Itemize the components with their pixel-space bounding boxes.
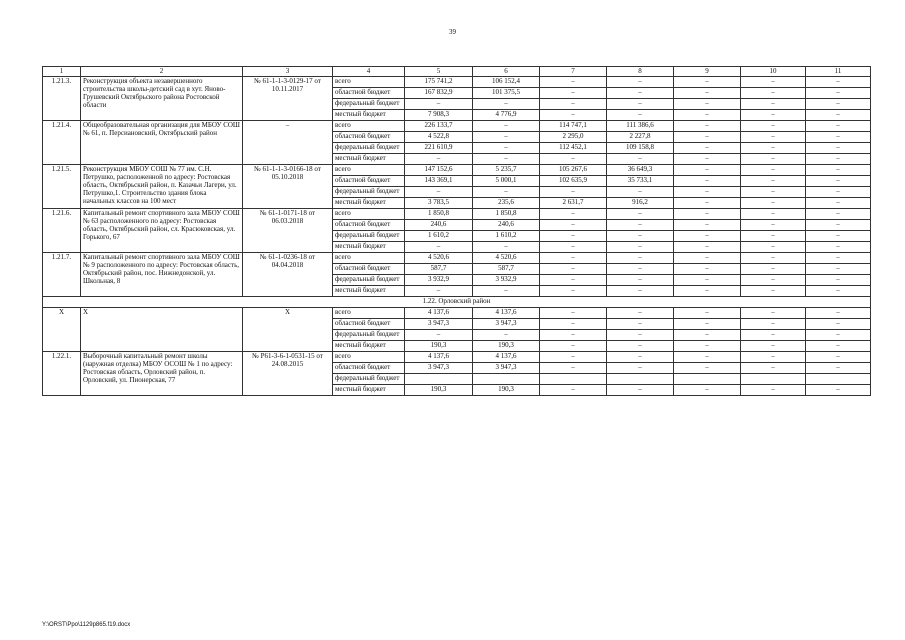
funding-source: федеральный бюджет — [333, 231, 405, 242]
amount-cell: – — [741, 132, 806, 143]
funding-source: областной бюджет — [333, 176, 405, 187]
amount-cell: – — [806, 231, 871, 242]
expertise-reference: – — [243, 121, 333, 165]
amount-cell: – — [607, 385, 674, 396]
amount-cell: – — [674, 352, 741, 363]
item-number: 1.21.6. — [43, 209, 81, 253]
amount-cell: – — [607, 231, 674, 242]
amount-cell: – — [806, 88, 871, 99]
amount-cell: – — [540, 209, 607, 220]
funding-source: федеральный бюджет — [333, 330, 405, 341]
funding-source: федеральный бюджет — [333, 374, 405, 385]
amount-cell: – — [674, 363, 741, 374]
amount-cell: 4 520,6 — [405, 253, 473, 264]
funding-source: местный бюджет — [333, 198, 405, 209]
amount-cell: – — [540, 220, 607, 231]
expertise-reference: № 61-1-0171-18 от 06.03.2018 — [243, 209, 333, 253]
amount-cell: – — [674, 143, 741, 154]
amount-cell: 4 137,6 — [473, 352, 540, 363]
amount-cell: – — [741, 154, 806, 165]
column-header: 3 — [243, 67, 333, 77]
table-row — [43, 253, 871, 264]
amount-cell: 105 267,6 — [540, 165, 607, 176]
amount-cell: – — [540, 264, 607, 275]
amount-cell: – — [806, 77, 871, 88]
amount-cell: – — [674, 132, 741, 143]
amount-cell: – — [741, 187, 806, 198]
amount-cell: – — [674, 264, 741, 275]
amount-cell: 1 610,2 — [405, 231, 473, 242]
amount-cell: – — [806, 275, 871, 286]
amount-cell: – — [473, 330, 540, 341]
amount-cell: – — [405, 154, 473, 165]
amount-cell — [540, 374, 607, 385]
amount-cell: – — [741, 110, 806, 121]
amount-cell: – — [473, 143, 540, 154]
amount-cell: – — [607, 275, 674, 286]
amount-cell: – — [540, 231, 607, 242]
amount-cell: 167 832,9 — [405, 88, 473, 99]
amount-cell: 2 227,8 — [607, 132, 674, 143]
amount-cell: – — [540, 88, 607, 99]
amount-cell: – — [741, 231, 806, 242]
amount-cell: – — [806, 264, 871, 275]
object-description: Выборочный капитальный ремонт школы (наружная отделка) МБОУ ОСОШ № 1 по адресу: Ростовская область, Орловский район, п. Орловский, ул. Пионерская, 77 — [81, 352, 243, 396]
amount-cell: – — [540, 275, 607, 286]
amount-cell: – — [674, 209, 741, 220]
amount-cell: – — [674, 319, 741, 330]
amount-cell: – — [540, 187, 607, 198]
amount-cell: 190,3 — [473, 341, 540, 352]
funding-source: местный бюджет — [333, 341, 405, 352]
amount-cell: – — [607, 77, 674, 88]
column-header: 7 — [540, 67, 607, 77]
amount-cell: – — [741, 143, 806, 154]
column-header: 1 — [43, 67, 81, 77]
amount-cell: – — [806, 363, 871, 374]
amount-cell: – — [674, 231, 741, 242]
amount-cell: 221 610,9 — [405, 143, 473, 154]
funding-source: всего — [333, 121, 405, 132]
amount-cell: 916,2 — [607, 198, 674, 209]
funding-source: местный бюджет — [333, 154, 405, 165]
amount-cell: – — [473, 154, 540, 165]
amount-cell: – — [540, 77, 607, 88]
amount-cell: – — [741, 88, 806, 99]
amount-cell: – — [674, 187, 741, 198]
amount-cell: 190,3 — [405, 385, 473, 396]
table-row — [43, 209, 871, 220]
amount-cell: – — [607, 242, 674, 253]
amount-cell: – — [405, 330, 473, 341]
amount-cell: – — [741, 341, 806, 352]
district-row — [43, 297, 871, 308]
funding-source: местный бюджет — [333, 110, 405, 121]
amount-cell: – — [741, 275, 806, 286]
amount-cell: 587,7 — [405, 264, 473, 275]
amount-cell: 190,3 — [405, 341, 473, 352]
funding-source: всего — [333, 77, 405, 88]
amount-cell: – — [405, 286, 473, 297]
amount-cell — [741, 374, 806, 385]
amount-cell: – — [607, 220, 674, 231]
amount-cell: – — [806, 286, 871, 297]
amount-cell: 3 947,3 — [473, 319, 540, 330]
amount-cell: – — [741, 330, 806, 341]
amount-cell: – — [674, 121, 741, 132]
amount-cell: 3 932,9 — [473, 275, 540, 286]
amount-cell: – — [741, 198, 806, 209]
amount-cell — [607, 374, 674, 385]
object-description: Реконструкция МБОУ СОШ № 77 им. С.Н. Петрушко, расположенной по адресу: Ростовская область, Октябрьский район, п. Казачьи Лагери, ул. Петрушко,1. Строительство здания блока начальных классов на 100 мест — [81, 165, 243, 209]
funding-source: всего — [333, 165, 405, 176]
amount-cell: – — [741, 99, 806, 110]
expertise-reference: № 61-1-1-3-0129-17 от 10.11.2017 — [243, 77, 333, 121]
amount-cell: – — [674, 176, 741, 187]
object-description: Капитальный ремонт спортивного зала МБОУ СОШ № 63 расположенного по адресу: Ростовская область, Октябрьский район, сл. Красюковская, ул. Горького, 67 — [81, 209, 243, 253]
amount-cell: – — [806, 121, 871, 132]
amount-cell: – — [674, 341, 741, 352]
amount-cell: – — [741, 176, 806, 187]
amount-cell: 240,6 — [473, 220, 540, 231]
table-body — [43, 67, 871, 396]
amount-cell: 235,6 — [473, 198, 540, 209]
column-header: 10 — [741, 67, 806, 77]
funding-source: федеральный бюджет — [333, 99, 405, 110]
amount-cell: – — [741, 308, 806, 319]
amount-cell: – — [607, 330, 674, 341]
amount-cell: – — [473, 286, 540, 297]
funding-source: местный бюджет — [333, 385, 405, 396]
amount-cell: 3 947,3 — [405, 319, 473, 330]
funding-source: федеральный бюджет — [333, 143, 405, 154]
amount-cell: 109 158,8 — [607, 143, 674, 154]
amount-cell: 2 631,7 — [540, 198, 607, 209]
amount-cell: – — [540, 308, 607, 319]
amount-cell: 102 635,9 — [540, 176, 607, 187]
amount-cell: – — [540, 99, 607, 110]
amount-cell: – — [473, 132, 540, 143]
funding-source: федеральный бюджет — [333, 275, 405, 286]
amount-cell: – — [473, 242, 540, 253]
amount-cell: 3 947,3 — [405, 363, 473, 374]
amount-cell: 3 947,3 — [473, 363, 540, 374]
funding-source: федеральный бюджет — [333, 187, 405, 198]
amount-cell: – — [674, 275, 741, 286]
amount-cell: – — [806, 132, 871, 143]
amount-cell: 4 137,6 — [405, 352, 473, 363]
amount-cell: – — [674, 286, 741, 297]
column-header: 8 — [607, 67, 674, 77]
amount-cell: – — [405, 242, 473, 253]
amount-cell: 1 610,2 — [473, 231, 540, 242]
amount-cell: – — [540, 330, 607, 341]
budget-table — [42, 66, 871, 396]
amount-cell: – — [540, 385, 607, 396]
amount-cell: – — [806, 187, 871, 198]
amount-cell: – — [806, 341, 871, 352]
item-number: 1.21.4. — [43, 121, 81, 165]
funding-source: областной бюджет — [333, 132, 405, 143]
amount-cell: – — [473, 187, 540, 198]
amount-cell: – — [607, 352, 674, 363]
table-row — [43, 308, 871, 319]
table-row — [43, 77, 871, 88]
funding-source: всего — [333, 209, 405, 220]
funding-source: всего — [333, 253, 405, 264]
amount-cell: – — [741, 319, 806, 330]
amount-cell: 101 375,5 — [473, 88, 540, 99]
amount-cell: – — [607, 99, 674, 110]
amount-cell — [473, 374, 540, 385]
amount-cell: – — [674, 154, 741, 165]
table-row — [43, 352, 871, 363]
table-row — [43, 121, 871, 132]
amount-cell: – — [741, 209, 806, 220]
amount-cell: 1 850,8 — [473, 209, 540, 220]
amount-cell: – — [741, 121, 806, 132]
amount-cell: 114 747,1 — [540, 121, 607, 132]
amount-cell: – — [607, 187, 674, 198]
amount-cell: 587,7 — [473, 264, 540, 275]
amount-cell: – — [741, 253, 806, 264]
funding-source: областной бюджет — [333, 319, 405, 330]
expertise-reference: № Р61-3-6-1-0531-15 от 24.08.2015 — [243, 352, 333, 396]
amount-cell: – — [741, 77, 806, 88]
amount-cell: – — [806, 143, 871, 154]
amount-cell: – — [806, 209, 871, 220]
amount-cell: – — [806, 242, 871, 253]
amount-cell: – — [540, 110, 607, 121]
amount-cell: 1 850,8 — [405, 209, 473, 220]
amount-cell: 3 783,5 — [405, 198, 473, 209]
funding-source: областной бюджет — [333, 264, 405, 275]
expertise-reference: X — [243, 308, 333, 352]
amount-cell: 4 522,8 — [405, 132, 473, 143]
amount-cell: – — [607, 253, 674, 264]
amount-cell: 143 369,1 — [405, 176, 473, 187]
amount-cell: – — [674, 88, 741, 99]
page-number: 39 — [449, 28, 456, 36]
amount-cell: – — [806, 330, 871, 341]
amount-cell: 5 000,1 — [473, 176, 540, 187]
amount-cell: – — [806, 176, 871, 187]
amount-cell: – — [806, 253, 871, 264]
amount-cell: 226 133,7 — [405, 121, 473, 132]
amount-cell: – — [741, 242, 806, 253]
amount-cell: – — [674, 165, 741, 176]
amount-cell: – — [674, 308, 741, 319]
amount-cell: 2 295,0 — [540, 132, 607, 143]
amount-cell: – — [674, 330, 741, 341]
object-description: Общеобразовательная организация для МБОУ СОШ № 61, п. Персиановский, Октябрьский район — [81, 121, 243, 165]
item-number: 1.21.3. — [43, 77, 81, 121]
amount-cell: – — [607, 264, 674, 275]
amount-cell: 106 152,4 — [473, 77, 540, 88]
amount-cell: – — [674, 242, 741, 253]
amount-cell: – — [540, 341, 607, 352]
object-description: X — [81, 308, 243, 352]
amount-cell: – — [607, 286, 674, 297]
column-header: 4 — [333, 67, 405, 77]
item-number: X — [43, 308, 81, 352]
amount-cell: – — [674, 198, 741, 209]
column-header: 11 — [806, 67, 871, 77]
amount-cell — [674, 374, 741, 385]
funding-source: всего — [333, 352, 405, 363]
amount-cell: – — [741, 363, 806, 374]
column-header: 5 — [405, 67, 473, 77]
amount-cell: – — [674, 220, 741, 231]
amount-cell: 147 152,6 — [405, 165, 473, 176]
item-number: 1.21.5. — [43, 165, 81, 209]
amount-cell: – — [540, 363, 607, 374]
funding-source: местный бюджет — [333, 286, 405, 297]
amount-cell: – — [607, 363, 674, 374]
amount-cell: 5 235,7 — [473, 165, 540, 176]
amount-cell: – — [473, 99, 540, 110]
column-header: 9 — [674, 67, 741, 77]
amount-cell — [405, 374, 473, 385]
amount-cell: – — [806, 198, 871, 209]
funding-source: местный бюджет — [333, 242, 405, 253]
object-description: Капитальный ремонт спортивного зала МБОУ СОШ № 9 расположенного по адресу: Ростовская область, Октябрьский район, пос. Нижнедонской, ул. Школьная, 8 — [81, 253, 243, 297]
amount-cell: – — [806, 319, 871, 330]
amount-cell: – — [607, 110, 674, 121]
amount-cell: – — [741, 352, 806, 363]
amount-cell: – — [741, 385, 806, 396]
amount-cell: – — [806, 220, 871, 231]
column-header: 6 — [473, 67, 540, 77]
object-description: Реконструкция объекта незавершенного строительства школы-детский сад в хут. Яново-Грушевский Октябрьского района Ростовской области — [81, 77, 243, 121]
amount-cell: – — [540, 286, 607, 297]
amount-cell: 4 137,6 — [473, 308, 540, 319]
amount-cell: – — [674, 99, 741, 110]
column-header: 2 — [81, 67, 243, 77]
amount-cell: – — [540, 319, 607, 330]
funding-source: всего — [333, 308, 405, 319]
amount-cell: – — [405, 187, 473, 198]
amount-cell: – — [540, 154, 607, 165]
amount-cell: – — [674, 385, 741, 396]
amount-cell: – — [806, 308, 871, 319]
table-row — [43, 165, 871, 176]
amount-cell: – — [607, 209, 674, 220]
expertise-reference: № 61-1-1-3-0166-18 от 05.10.2018 — [243, 165, 333, 209]
amount-cell: 240,6 — [405, 220, 473, 231]
amount-cell: – — [806, 110, 871, 121]
amount-cell: – — [607, 308, 674, 319]
amount-cell: – — [806, 165, 871, 176]
expertise-reference: № 61-1-0236-18 от 04.04.2018 — [243, 253, 333, 297]
amount-cell: – — [806, 352, 871, 363]
amount-cell: – — [540, 242, 607, 253]
amount-cell: – — [607, 341, 674, 352]
item-number: 1.22.1. — [43, 352, 81, 396]
amount-cell: 112 452,1 — [540, 143, 607, 154]
amount-cell: 175 741,2 — [405, 77, 473, 88]
amount-cell: – — [607, 154, 674, 165]
amount-cell: – — [806, 154, 871, 165]
funding-source: областной бюджет — [333, 88, 405, 99]
amount-cell: 190,3 — [473, 385, 540, 396]
district-heading: 1.22. Орловский район — [43, 297, 871, 308]
amount-cell: 4 520,6 — [473, 253, 540, 264]
amount-cell: – — [806, 99, 871, 110]
amount-cell: – — [607, 88, 674, 99]
amount-cell: – — [741, 165, 806, 176]
amount-cell: – — [473, 121, 540, 132]
amount-cell: 3 932,9 — [405, 275, 473, 286]
amount-cell: – — [674, 77, 741, 88]
amount-cell: – — [674, 253, 741, 264]
amount-cell: 4 137,6 — [405, 308, 473, 319]
amount-cell: – — [674, 110, 741, 121]
amount-cell: – — [741, 220, 806, 231]
funding-source: областной бюджет — [333, 363, 405, 374]
amount-cell: – — [607, 319, 674, 330]
amount-cell: – — [540, 253, 607, 264]
amount-cell: 7 908,3 — [405, 110, 473, 121]
amount-cell: – — [741, 286, 806, 297]
amount-cell: – — [806, 385, 871, 396]
amount-cell: 111 386,6 — [607, 121, 674, 132]
table-header-row — [43, 67, 871, 77]
item-number: 1.21.7. — [43, 253, 81, 297]
amount-cell: – — [540, 352, 607, 363]
file-path-footer: Y:\ORST\Ppo\1129p865.f19.docx — [42, 622, 131, 628]
amount-cell: 36 649,3 — [607, 165, 674, 176]
amount-cell: – — [405, 99, 473, 110]
amount-cell: – — [741, 264, 806, 275]
funding-source: областной бюджет — [333, 220, 405, 231]
amount-cell: 35 733,1 — [607, 176, 674, 187]
amount-cell: 4 776,9 — [473, 110, 540, 121]
amount-cell — [806, 374, 871, 385]
